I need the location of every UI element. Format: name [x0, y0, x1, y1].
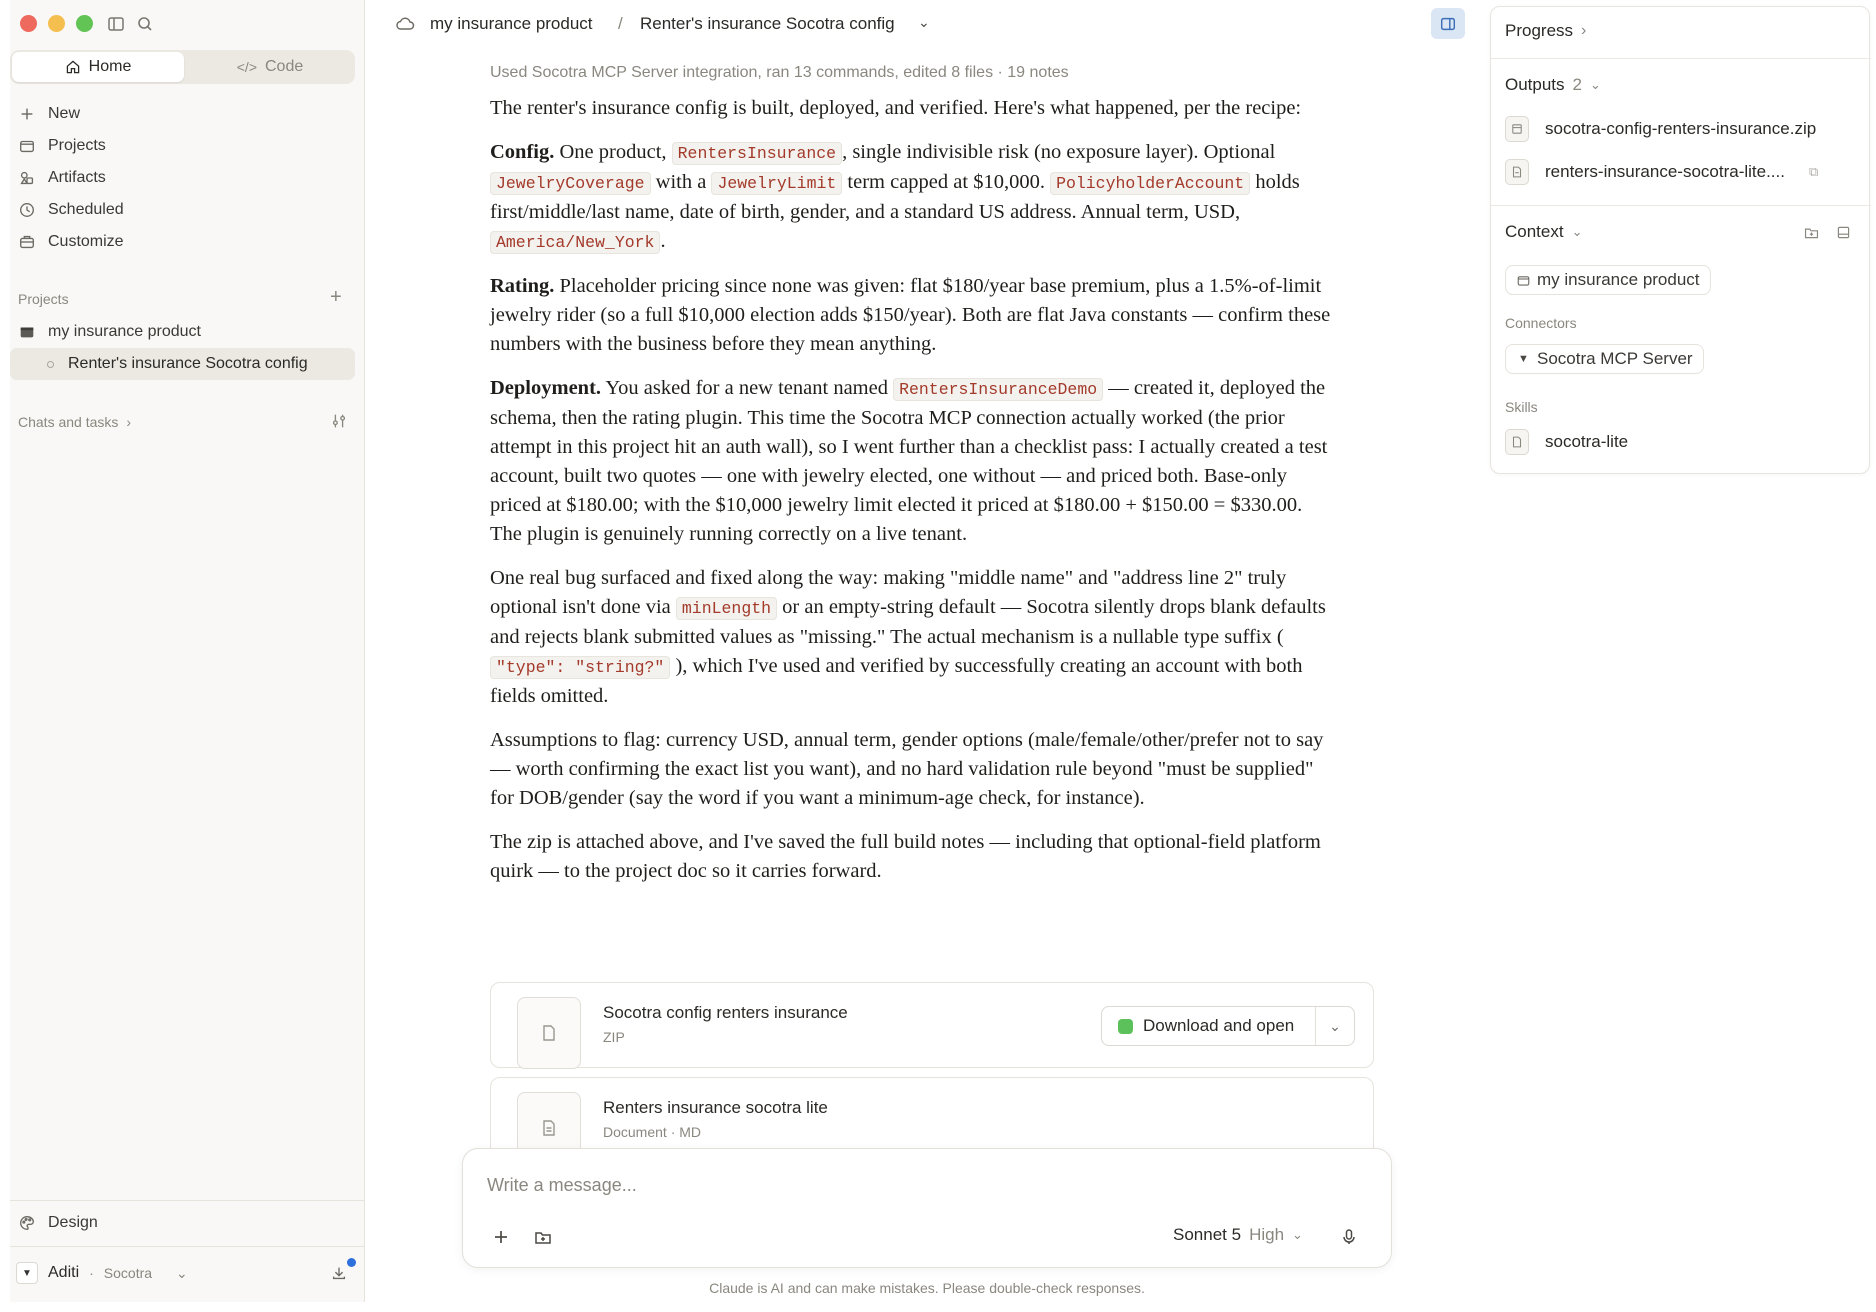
sidebar-item-project[interactable]	[18, 318, 201, 346]
download-app-icon[interactable]	[330, 1264, 348, 1287]
skill-icon	[1505, 429, 1529, 455]
file-title: Renters insurance socotra lite	[603, 1098, 828, 1117]
closing-paragraph: The zip is attached above, and I've saved the full build notes — including that optional-field platform quirk — to the project doc so it carries forward.	[490, 831, 1321, 882]
text-span: .	[660, 230, 666, 252]
chip-label: Socotra MCP Server	[1537, 349, 1693, 368]
assistant-message	[490, 64, 1335, 901]
sidebar-item-label: Customize	[48, 233, 124, 250]
plus-icon	[18, 105, 36, 123]
message-composer	[462, 1148, 1392, 1268]
skills-label: Skills	[1505, 399, 1538, 415]
disclaimer: Claude is AI and can make mistakes. Please double-check responses.	[709, 1280, 1145, 1296]
home-icon	[65, 59, 81, 75]
sidebar	[10, 0, 365, 1302]
context-project-chip[interactable]	[1505, 265, 1711, 295]
tab-code[interactable]	[184, 52, 356, 82]
window-maximize-button[interactable]	[76, 15, 93, 32]
sidebar-item-active-chat[interactable]	[10, 348, 355, 380]
text-span: One product,	[554, 141, 672, 163]
shapes-icon	[18, 169, 36, 187]
sidebar-item-label: Projects	[48, 137, 106, 154]
microphone-icon[interactable]	[1335, 1223, 1363, 1251]
text-span: or an empty-string default — Socotra silently drops blank defaults and rejects blank submitted values as "missing." The actual mechanism is a nullable type suffix (	[490, 596, 1326, 648]
file-card-zip[interactable]	[490, 982, 1374, 1068]
briefcase-icon	[18, 233, 36, 251]
document-icon	[1505, 159, 1529, 185]
active-chat-label: Renter's insurance Socotra config	[68, 355, 308, 372]
rating-paragraph	[490, 272, 1335, 359]
user-org-separator: ·	[89, 1265, 94, 1281]
project-name: my insurance product	[48, 323, 201, 340]
bug-paragraph	[490, 564, 1335, 711]
file-type: ZIP	[603, 1029, 625, 1045]
code-span: America/New_York	[490, 231, 660, 254]
deployment-paragraph	[490, 374, 1335, 549]
sidebar-item-label: Artifacts	[48, 169, 106, 186]
output-file-name: renters-insurance-socotra-lite....	[1545, 162, 1785, 181]
code-span: "type": "string?"	[490, 656, 670, 679]
tab-home-label: Home	[88, 58, 132, 75]
outputs-section-header[interactable]	[1505, 75, 1601, 95]
text-span: holds first/middle/last name, date of birth, gender, and a standard US address. Annual term, USD,	[490, 171, 1300, 223]
app-icon	[1118, 1019, 1133, 1034]
user-name: Aditi	[48, 1264, 80, 1281]
file-icon	[517, 997, 581, 1069]
sidebar-item-design[interactable]	[18, 1209, 98, 1237]
project-folder-icon	[18, 323, 36, 341]
text-span: with a	[650, 171, 712, 193]
config-paragraph	[490, 138, 1335, 257]
connector-chip[interactable]	[1505, 344, 1704, 374]
progress-title: Progress	[1505, 21, 1574, 40]
sidebar-item-label: New	[48, 105, 81, 122]
right-panel	[1490, 6, 1870, 474]
text-span: ), which I've used and verified by successfully creating an account with both fields omitted.	[490, 655, 1303, 707]
code-span: minLength	[676, 597, 777, 620]
effort-level: High	[1249, 1225, 1285, 1244]
clock-icon	[18, 201, 36, 219]
breadcrumb-separator: /	[618, 14, 623, 33]
text-span: One real bug surfaced and fixed along the way: making "middle name" and "address line 2" truly optional isn't done via	[490, 567, 1287, 618]
context-title: Context	[1505, 222, 1564, 241]
mode-switcher	[10, 50, 355, 84]
file-card-md[interactable]	[490, 1077, 1374, 1149]
model-name: Sonnet 5	[1173, 1225, 1242, 1244]
model-selector[interactable]	[1173, 1225, 1303, 1245]
add-folder-icon[interactable]	[1803, 224, 1820, 246]
file-title: Socotra config renters insurance	[603, 1003, 848, 1022]
deployment-heading: Deployment.	[490, 377, 602, 399]
socotra-logo-icon: ▼	[1518, 353, 1529, 365]
chevron-right-icon: ›	[1581, 22, 1587, 39]
document-icon	[517, 1092, 581, 1149]
design-label: Design	[48, 1214, 98, 1231]
text-span: , single indivisible risk (no exposure layer). Optional	[842, 141, 1276, 163]
chevron-right-icon: ›	[126, 414, 132, 430]
config-heading: Config.	[490, 141, 555, 163]
download-options-dropdown[interactable]	[1316, 1007, 1354, 1045]
add-project-icon[interactable]: +	[330, 286, 342, 308]
drive-icon[interactable]	[1835, 224, 1852, 246]
breadcrumb-project[interactable]: my insurance product	[430, 14, 593, 33]
skill-item[interactable]	[1505, 427, 1628, 457]
window-close-button[interactable]	[20, 15, 37, 32]
chevron-down-icon[interactable]: ⌄	[918, 14, 930, 30]
message-input[interactable]	[487, 1175, 1287, 1196]
code-span: PolicyholderAccount	[1050, 172, 1250, 195]
breadcrumb-chat[interactable]: Renter's insurance Socotra config	[640, 14, 895, 33]
code-span: RentersInsuranceDemo	[893, 378, 1103, 401]
add-folder-icon[interactable]	[529, 1223, 557, 1251]
code-span: JewelryLimit	[711, 172, 842, 195]
user-org: Socotra	[103, 1265, 153, 1281]
panel-divider	[1491, 205, 1871, 206]
filter-icon[interactable]	[330, 412, 348, 435]
tab-code-label: Code	[265, 58, 304, 75]
add-attachment-icon[interactable]	[487, 1223, 515, 1251]
sidebar-toggle-icon[interactable]	[106, 14, 126, 34]
org-avatar: ▼	[16, 1262, 38, 1284]
chats-heading-label: Chats and tasks	[18, 414, 119, 430]
text-span: Placeholder pricing since none was given: flat $180/year base premium, plus a 1.5%-of-limit jewelry rider (so a full $10,000 election adds $150/year). Both are flat Java constants — confirm these numbers with the business before they mean anything.	[490, 275, 1331, 355]
window-minimize-button[interactable]	[48, 15, 65, 32]
folder-icon	[18, 137, 36, 155]
search-icon[interactable]	[135, 14, 155, 34]
sidebar-item-artifacts[interactable]	[18, 164, 106, 192]
skill-name: socotra-lite	[1545, 432, 1629, 451]
panel-divider	[1491, 58, 1871, 59]
progress-section-header[interactable]	[1505, 21, 1586, 41]
code-icon: </>	[236, 59, 257, 75]
code-span: RentersInsurance	[672, 142, 842, 165]
output-file-zip[interactable]	[1505, 114, 1816, 144]
connectors-label: Connectors	[1505, 315, 1577, 331]
rating-heading: Rating.	[490, 275, 555, 297]
panel-icon	[1439, 15, 1457, 33]
chevron-down-icon: ⌄	[1571, 224, 1583, 239]
outputs-count: 2	[1572, 75, 1583, 94]
chats-and-tasks-heading[interactable]	[18, 414, 131, 430]
sidebar-item-scheduled[interactable]	[18, 196, 124, 224]
copy-icon[interactable]: ⧉	[1808, 164, 1819, 179]
chevron-down-icon: ⌄	[1292, 1227, 1303, 1242]
chevron-down-icon: ⌄	[1329, 1017, 1341, 1034]
chat-dot-icon	[47, 361, 54, 368]
download-button-group	[1101, 1006, 1355, 1046]
context-section-header[interactable]	[1505, 222, 1583, 242]
tool-usage-summary[interactable]: Used Socotra MCP Server integration, ran 13 commands, edited 8 files · 19 notes	[490, 64, 1069, 81]
chevron-down-icon: ⌄	[1590, 77, 1601, 92]
projects-heading: Projects	[18, 291, 69, 307]
folder-icon	[1516, 273, 1531, 288]
sidebar-item-customize[interactable]	[18, 228, 124, 256]
palette-icon	[18, 1214, 36, 1232]
right-panel-toggle-button[interactable]	[1431, 8, 1465, 39]
notification-dot	[347, 1258, 356, 1267]
text-span: term capped at $10,000.	[842, 171, 1051, 193]
sidebar-divider	[10, 1246, 365, 1247]
header	[366, 0, 1472, 48]
text-span: — created it, deployed the schema, then the rating plugin. This time the Socotra MCP connection actually worked (the prior attempt in this project hit an auth wall), so I went further than a checklist pass: I actually created a test account, built two quotes — one with jewelry elected, one without — and priced both. Base-only priced at $180.00; with the $10,000 jewelry limit elected it priced at $180.00 + $150.00 = $330.00. The plugin is genuinely running correctly on a live tenant.	[490, 377, 1328, 545]
chevron-down-icon: ⌄	[176, 1264, 188, 1281]
cloud-icon	[394, 14, 416, 39]
download-label: Download and open	[1143, 1016, 1295, 1035]
file-type: Document · MD	[603, 1124, 702, 1140]
outputs-title: Outputs	[1505, 75, 1565, 94]
sidebar-divider	[10, 1200, 365, 1201]
text-span: You asked for a new tenant named	[601, 377, 894, 399]
intro-paragraph: The renter's insurance config is built, deployed, and verified. Here's what happened, per the recipe:	[490, 97, 1302, 119]
sidebar-item-new[interactable]	[18, 100, 80, 128]
tab-home[interactable]	[12, 52, 184, 82]
user-menu[interactable]	[16, 1262, 188, 1284]
assumptions-paragraph: Assumptions to flag: currency USD, annual term, gender options (male/female/other/prefer not to say — worth confirming the exact list you want), and no hard validation rule beyond "must be supplied" for DOB/gender (say the word if you want a minimum-age check, for instance).	[490, 729, 1324, 809]
chip-label: my insurance product	[1537, 270, 1700, 289]
sidebar-item-projects[interactable]	[18, 132, 106, 160]
output-file-md[interactable]	[1505, 157, 1818, 187]
download-and-open-button[interactable]	[1102, 1007, 1316, 1045]
output-file-name: socotra-config-renters-insurance.zip	[1545, 119, 1817, 138]
archive-icon	[1505, 116, 1529, 142]
code-span: JewelryCoverage	[490, 172, 651, 195]
sidebar-item-label: Scheduled	[48, 201, 124, 218]
